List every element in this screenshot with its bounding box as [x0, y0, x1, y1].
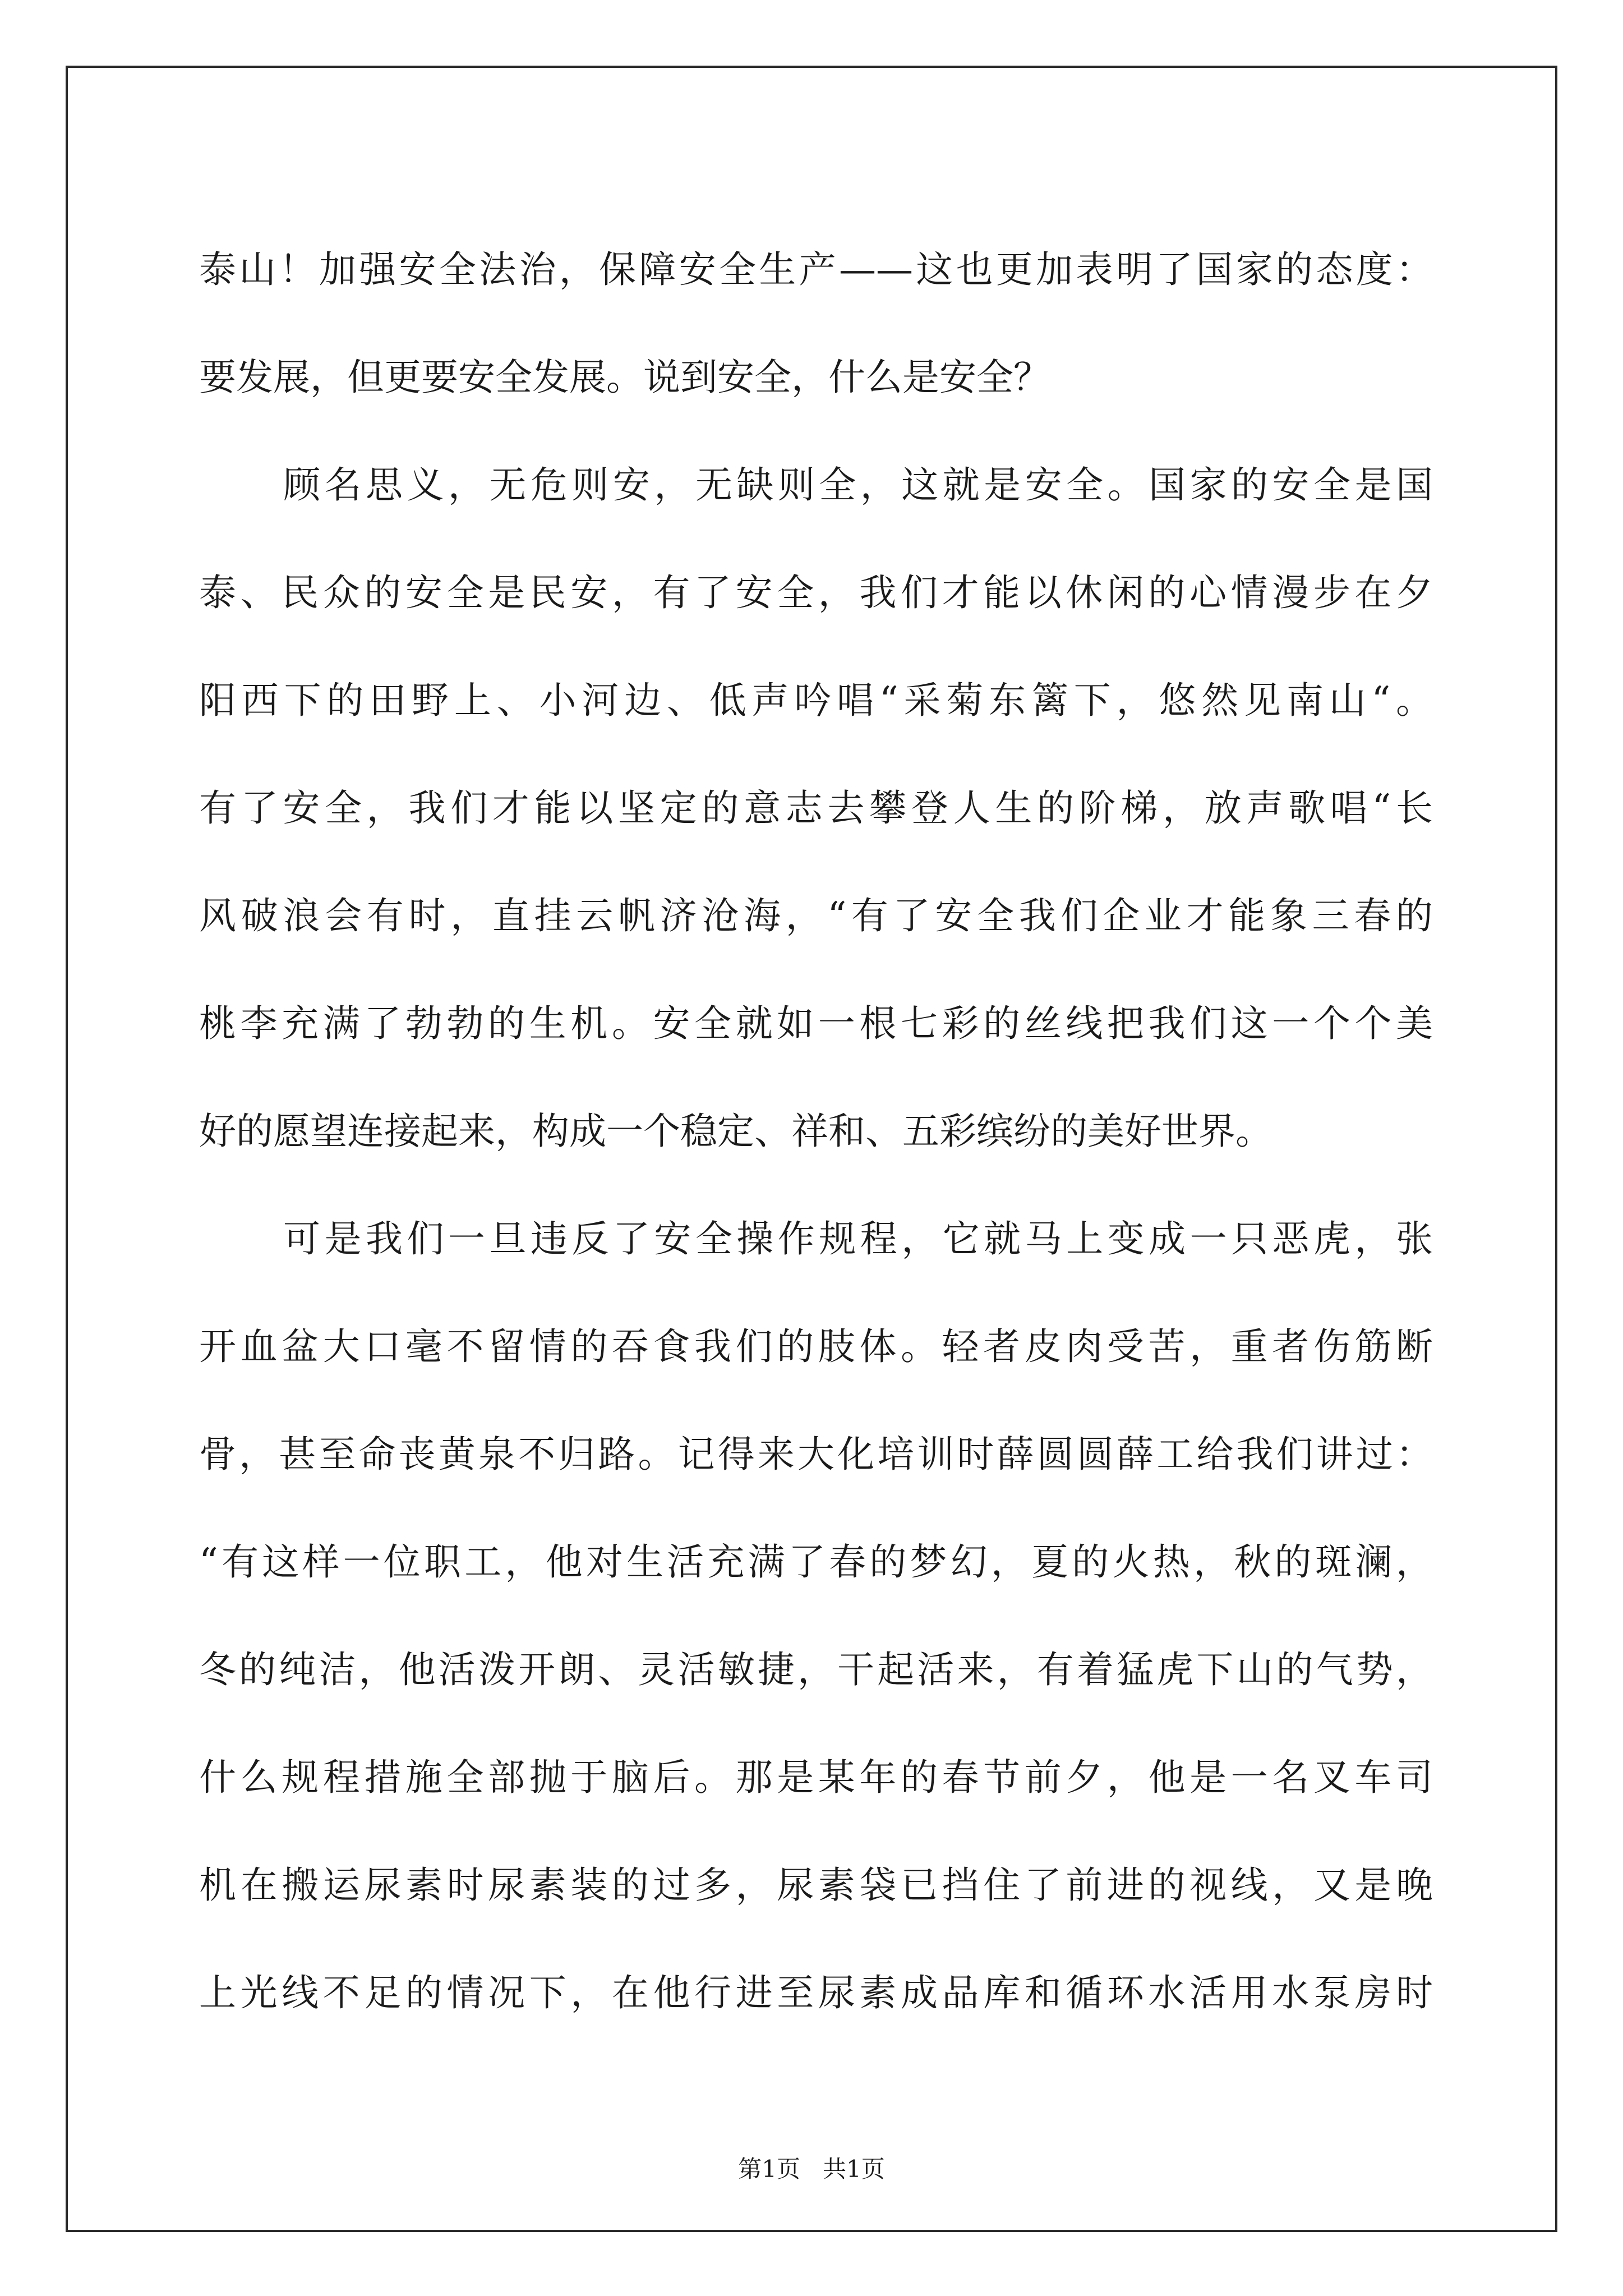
text-line: 风破浪会有时，直挂云帆济沧海，“有了安全我们企业才能象三春的 — [199, 894, 1433, 937]
paragraph-start-line: 顾名思义，无危则安，无缺则全，这就是安全。国家的安全是国 — [283, 463, 1433, 507]
page-number: 第1页 — [738, 2155, 800, 2183]
text-line: 冬的纯洁，他活泼开朗、灵活敏捷，干起活来，有着猛虎下山的气势， — [199, 1648, 1433, 1691]
page-footer — [0, 2155, 1623, 2183]
paragraph-start-line: 可是我们一旦违反了安全操作规程，它就马上变成一只恶虎，张 — [283, 1217, 1433, 1260]
text-line: 什么规程措施全部抛于脑后。那是某年的春节前夕，他是一名叉车司 — [199, 1756, 1433, 1799]
document-body — [199, 216, 1433, 2047]
text-line: 好的愿望连接起来，构成一个稳定、祥和、五彩缤纷的美好世界。 — [199, 1110, 1272, 1153]
text-line: 泰、民众的安全是民安，有了安全，我们才能以休闲的心情漫步在夕 — [199, 571, 1433, 614]
text-line: 要发展，但更要安全发展。说到安全，什么是安全？ — [199, 356, 1050, 399]
text-line: 阳西下的田野上、小河边、低声吟唱“采菊东篱下，悠然见南山“。 — [199, 679, 1433, 722]
text-line: 上光线不足的情况下，在他行进至尿素成品库和循环水活用水泵房时 — [199, 1971, 1433, 2014]
text-line: 机在搬运尿素时尿素装的过多，尿素袋已挡住了前进的视线，又是晚 — [199, 1864, 1433, 1907]
text-line: 有了安全，我们才能以坚定的意志去攀登人生的阶梯，放声歌唱“长 — [199, 786, 1433, 830]
text-line: 泰山！加强安全法治，保障安全生产——这也更加表明了国家的态度： — [199, 248, 1433, 291]
page-total: 共1页 — [823, 2155, 885, 2183]
text-line: 骨，甚至命丧黄泉不归路。记得来大化培训时薛圆圆薛工给我们讲过： — [199, 1433, 1433, 1476]
text-line: 开血盆大口毫不留情的吞食我们的肢体。轻者皮肉受苦，重者伤筋断 — [199, 1325, 1433, 1368]
text-line: “有这样一位职工，他对生活充满了春的梦幻，夏的火热，秋的斑澜， — [199, 1540, 1433, 1584]
text-line: 桃李充满了勃勃的生机。安全就如一根七彩的丝线把我们这一个个美 — [199, 1002, 1433, 1045]
